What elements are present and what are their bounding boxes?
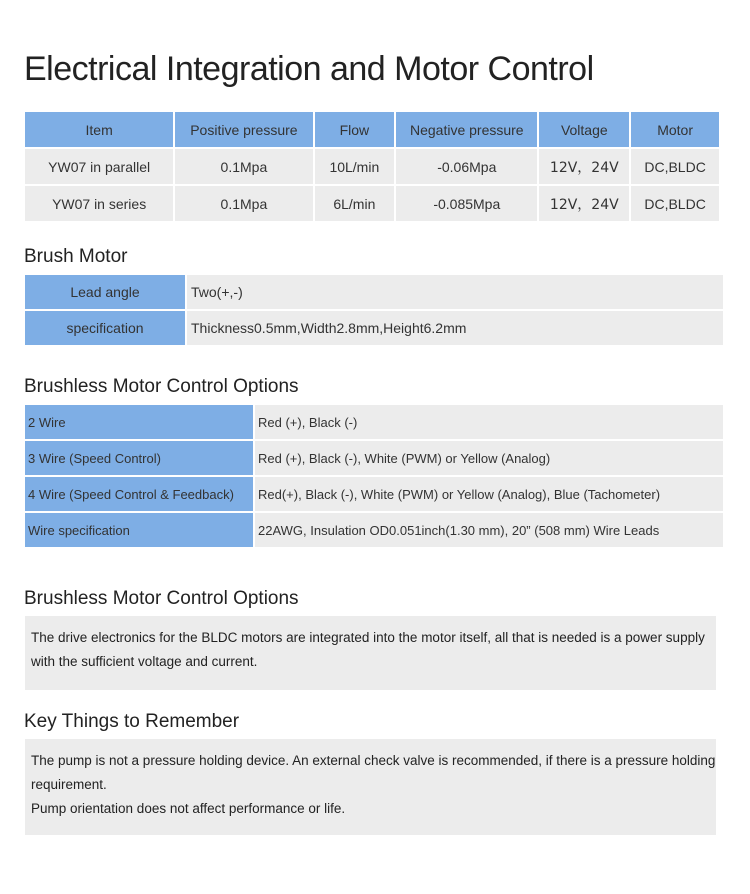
- spec-table-header: [25, 112, 719, 147]
- key-things-title: Key Things to Remember: [24, 711, 240, 732]
- wire-value: Red(+), Black (-), White (PWM) or Yellow (Analog), Blue (Tachometer): [255, 477, 723, 511]
- spec-table: [23, 110, 721, 223]
- wire-key: Wire specification: [25, 513, 253, 547]
- cell-positive-pressure: 0.1Mpa: [175, 149, 312, 184]
- wire-value: Red (+), Black (-): [255, 405, 723, 439]
- header-flow: Flow: [315, 112, 395, 147]
- key-things-box: [25, 739, 716, 835]
- table-row: [25, 311, 723, 345]
- brush-value: Thickness0.5mm,Width2.8mm,Height6.2mm: [187, 311, 723, 345]
- cell-item: YW07 in series: [25, 186, 173, 221]
- brush-motor-title: Brush Motor: [24, 246, 128, 267]
- cell-negative-pressure: -0.085Mpa: [396, 186, 537, 221]
- table-row: [25, 186, 719, 221]
- page-title: Electrical Integration and Motor Control: [24, 50, 594, 88]
- table-row: [25, 441, 723, 475]
- cell-item: YW07 in parallel: [25, 149, 173, 184]
- header-item: Item: [25, 112, 173, 147]
- header-negative-pressure: Negative pressure: [396, 112, 537, 147]
- cell-motor: DC,BLDC: [631, 186, 719, 221]
- brushless-text: The drive electronics for the BLDC motors are integrated into the motor itself, all that is needed is a power supply with the sufficient voltage and current.: [31, 630, 705, 669]
- cell-flow: 10L/min: [315, 149, 395, 184]
- cell-positive-pressure: 0.1Mpa: [175, 186, 312, 221]
- brushless-text-title: Brushless Motor Control Options: [24, 588, 299, 609]
- wire-key: 4 Wire (Speed Control & Feedback): [25, 477, 253, 511]
- key-things-line: The pump is not a pressure holding device. An external check valve is recommended, if there is a pressure holding requirement.: [31, 753, 716, 792]
- cell-negative-pressure: -0.06Mpa: [396, 149, 537, 184]
- brush-key: specification: [25, 311, 185, 345]
- table-row: [25, 149, 719, 184]
- wire-key: 2 Wire: [25, 405, 253, 439]
- table-row: [25, 275, 723, 309]
- brushless-options-title: Brushless Motor Control Options: [24, 376, 299, 397]
- cell-voltage: 12V，24V: [539, 186, 629, 221]
- table-row: [25, 513, 723, 547]
- header-positive-pressure: Positive pressure: [175, 112, 312, 147]
- brush-motor-table: [23, 273, 725, 347]
- brushless-options-table: [23, 403, 725, 549]
- brushless-text-box: [25, 616, 716, 690]
- cell-voltage: 12V，24V: [539, 149, 629, 184]
- brush-value: Two(+,-): [187, 275, 723, 309]
- wire-key: 3 Wire (Speed Control): [25, 441, 253, 475]
- table-row: [25, 477, 723, 511]
- header-voltage: Voltage: [539, 112, 629, 147]
- table-row: [25, 405, 723, 439]
- wire-value: Red (+), Black (-), White (PWM) or Yellow (Analog): [255, 441, 723, 475]
- wire-value: 22AWG, Insulation OD0.051inch(1.30 mm), 20” (508 mm) Wire Leads: [255, 513, 723, 547]
- brush-key: Lead angle: [25, 275, 185, 309]
- cell-flow: 6L/min: [315, 186, 395, 221]
- key-things-line: Pump orientation does not affect performance or life.: [31, 801, 346, 816]
- header-motor: Motor: [631, 112, 719, 147]
- cell-motor: DC,BLDC: [631, 149, 719, 184]
